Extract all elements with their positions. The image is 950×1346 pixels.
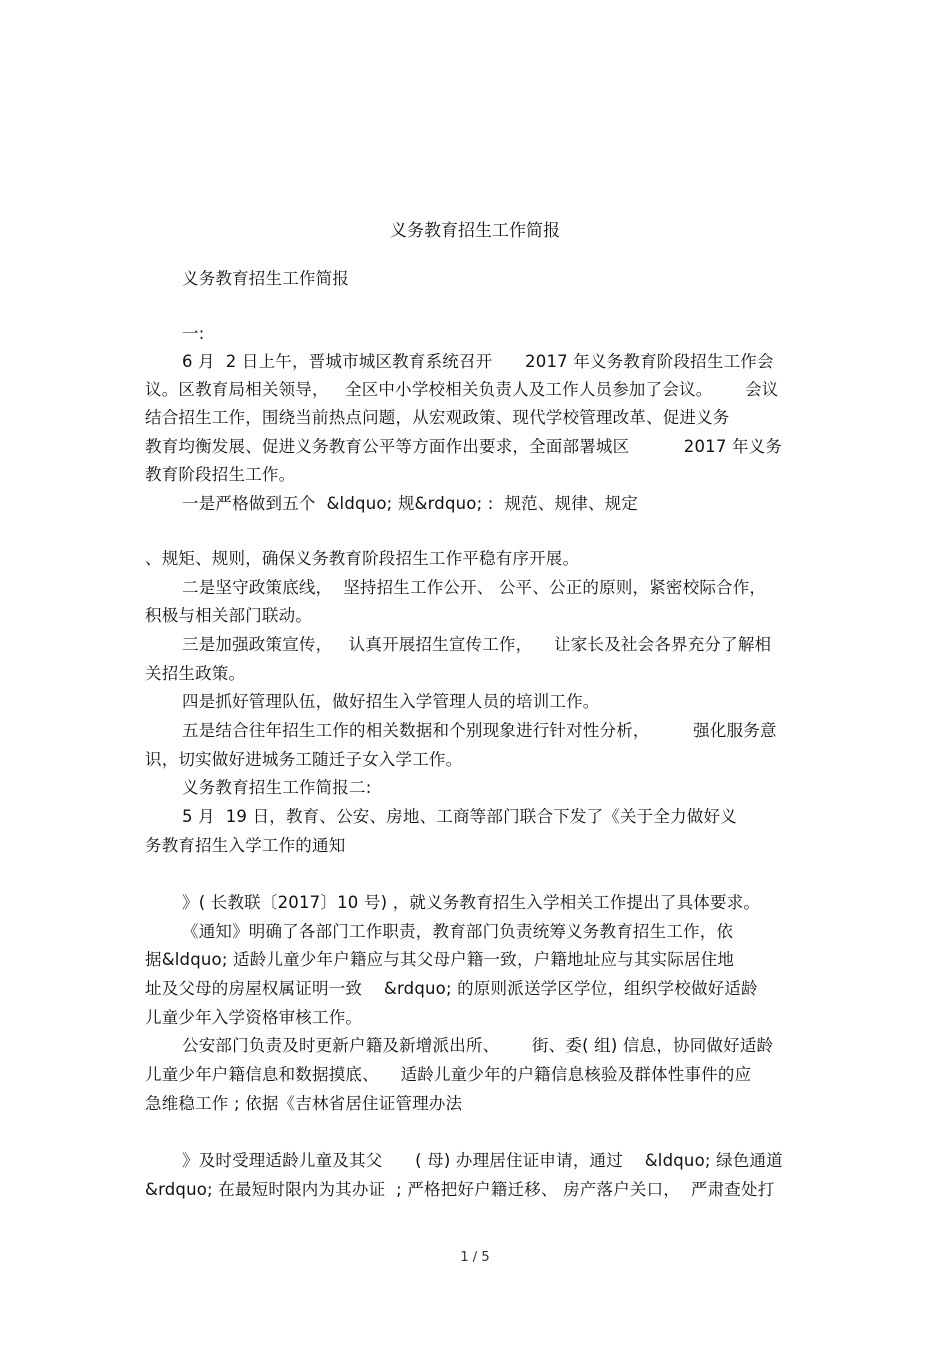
paragraph-line: 五是结合往年招生工作的相关数据和个别现象进行针对性分析， 强化服务意 [182,721,777,740]
paragraph-line: 识，切实做好进城务工随迁子女入学工作。 [145,750,463,769]
paragraph-line: 二是坚守政策底线， 坚持招生工作公开、 公平、公正的原则，紧密校际合作， [182,578,767,597]
paragraph-line: 教育均衡发展、促进义务教育公平等方面作出要求，全面部署城区 2017 年义务 [145,437,783,456]
paragraph-line: 急维稳工作 ; 依据《吉林省居住证管理办法 [145,1094,463,1113]
paragraph-line: &rdquo; 在最短时限内为其办证 ; 严格把好户籍迁移、 房产落户关口， 严肃查处打 [145,1180,775,1199]
page-indicator: 1 / 5 [460,1250,490,1265]
paragraph-line: 结合招生工作，围绕当前热点问题，从宏观政策、现代学校管理改革、促进义务 [145,408,730,427]
paragraph-line: 公安部门负责及时更新户籍及新增派出所、 街、委( 组) 信息，协同做好适龄 [182,1036,774,1055]
paragraph-line: 一是严格做到五个 &ldquo; 规&rdquo; : 规范、规律、规定 [182,494,639,513]
paragraph-line: 》及时受理适龄儿童及其父 ( 母) 办理居住证申请，通过 &ldquo; 绿色通道 [182,1151,783,1170]
paragraph-line: 儿童少年户籍信息和数据摸底、 适龄儿童少年的户籍信息核验及群体性事件的应 [145,1065,752,1084]
paragraph-line: 三是加强政策宣传， 认真开展招生宣传工作， 让家长及社会各界充分了解相 [182,635,772,654]
paragraph-line: 义务教育招生工作简报二: [182,778,372,797]
paragraph-line: 据&ldquo; 适龄儿童少年户籍应与其父母户籍一致，户籍地址应与其实际居住地 [145,950,735,969]
paragraph-line: 《通知》明确了各部门工作职责，教育部门负责统筹义务教育招生工作，依 [182,922,734,941]
paragraph-line: 四是抓好管理队伍，做好招生入学管理人员的培训工作。 [182,692,600,711]
paragraph-line: 关招生政策。 [145,664,246,683]
paragraph-line: 一: [182,324,205,343]
paragraph-line: 教育阶段招生工作。 [145,465,296,484]
paragraph-line: 》( 长教联〔2017〕10 号) ，就义务教育招生入学相关工作提出了具体要求。 [182,893,761,912]
paragraph-line: 务教育招生入学工作的通知 [145,836,346,855]
paragraph-line: 址及父母的房屋权属证明一致 &rdquo; 的原则派送学区学位，组织学校做好适龄 [145,979,758,998]
document-title: 义务教育招生工作简报 [390,221,560,241]
paragraph-line: 积极与相关部门联动。 [145,606,312,625]
paragraph-line: 6 月 2 日上午，晋城市城区教育系统召开 2017 年义务教育阶段招生工作会 [182,352,774,371]
paragraph-line: 5 月 19 日，教育、公安、房地、工商等部门联合下发了《关于全力做好义 [182,807,737,826]
paragraph-line: 议。区教育局相关领导， 全区中小学校相关负责人及工作人员参加了会议。 会议 [145,380,779,399]
paragraph-line: 义务教育招生工作简报 [182,269,349,288]
paragraph-line: 、规矩、规则，确保义务教育阶段招生工作平稳有序开展。 [145,549,580,568]
paragraph-line: 儿童少年入学资格审核工作。 [145,1008,363,1027]
